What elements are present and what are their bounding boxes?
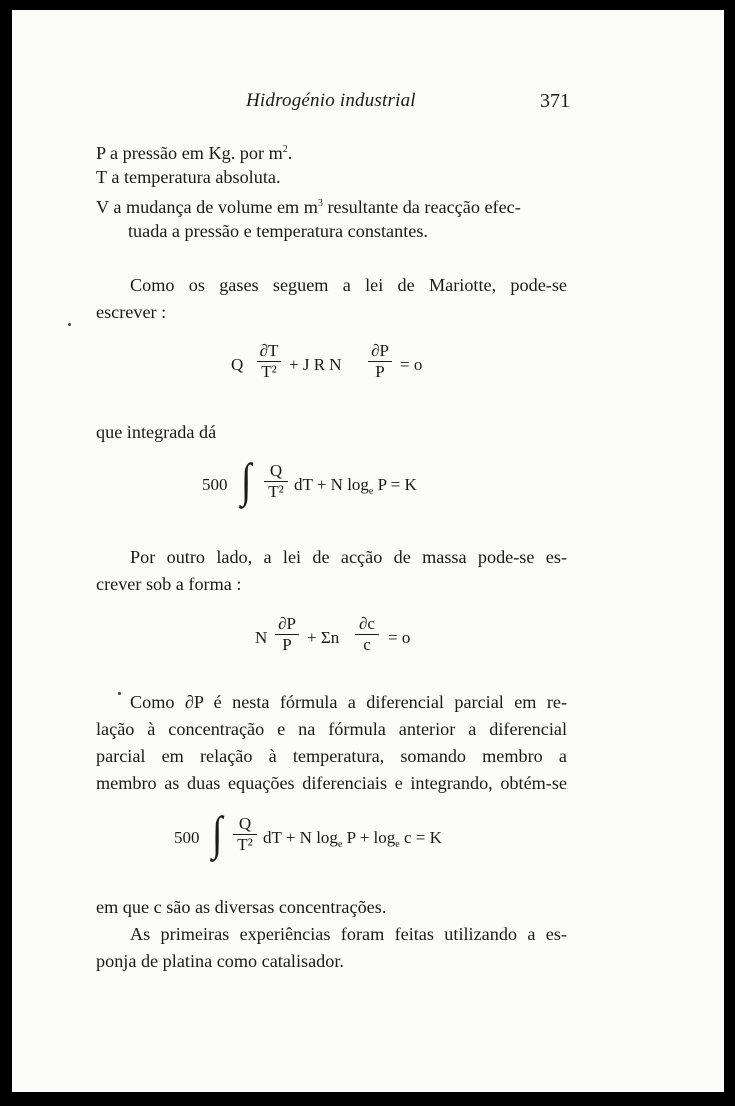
- eq4-frac-den: T²: [237, 835, 253, 854]
- eq4-tail: dT + N $\log_e P + \log_e c = K$: [263, 828, 442, 850]
- para3-line4: membro as duas equações diferenciais e integrando, obtém-se: [96, 773, 567, 793]
- para3-line2: lação à concentração e na fórmula anterior a diferencial: [96, 719, 567, 739]
- integrada-text: que integrada dá: [96, 422, 217, 442]
- para1-line2: escrever :: [96, 302, 167, 322]
- eq3-frac2-den: c: [363, 635, 371, 654]
- eq2-coefficient: 500: [202, 475, 228, 494]
- integral-sign: ∫: [241, 454, 252, 508]
- eq1-middle: + J R N: [289, 355, 342, 374]
- para4-line2: As primeiras experiências foram feitas utilizando a es-: [130, 924, 567, 944]
- eq2-frac-num: Q: [269, 461, 283, 480]
- eq1-frac1-num: ∂T: [259, 341, 279, 360]
- definition-v: V a mudança de volume em $m^3$ resultante da reacção efec-: [96, 197, 521, 217]
- print-speck: [118, 692, 121, 695]
- eq3-frac1-num: ∂P: [278, 614, 296, 633]
- definition-v-cont: tuada a pressão e temperatura constantes.: [128, 221, 428, 241]
- eq3-rhs: = o: [388, 628, 411, 647]
- para4-line1: em que c são as diversas concentrações.: [96, 897, 387, 917]
- para2-line2: crever sob a forma :: [96, 574, 242, 594]
- eq1-frac2-num: ∂P: [371, 341, 389, 360]
- eq4-fraction: [231, 814, 259, 855]
- integral-sign: ∫: [212, 807, 223, 861]
- eq2-fraction: [262, 461, 290, 502]
- eq1-q: Q: [231, 355, 244, 374]
- para4-line3: ponja de platina como catalisador.: [96, 951, 344, 971]
- page-number: 371: [540, 90, 570, 112]
- eq1-fraction-1: [254, 341, 284, 382]
- eq3-fraction-1: [272, 614, 302, 655]
- book-page: [12, 10, 724, 1092]
- eq2-tail: dT + N $\log_e P = K$: [294, 475, 417, 497]
- para3-line1: Como ∂P é nesta fórmula a diferencial parcial em re-: [130, 692, 567, 712]
- eq1-rhs: = o: [400, 355, 423, 374]
- definition-t: T a temperatura absoluta.: [96, 167, 281, 187]
- eq3-frac1-den: P: [282, 635, 292, 654]
- para3-line3: parcial em relação à temperatura, somando membro a: [96, 746, 567, 766]
- para1-line1: Como os gases seguem a lei de Mariotte, pode-se: [130, 275, 567, 295]
- running-head: Hidrogénio industrial: [246, 90, 416, 111]
- print-speck: [68, 323, 71, 326]
- eq4-coefficient: 500: [174, 828, 200, 847]
- eq3-fraction-2: [352, 614, 382, 655]
- definition-p: P a pressão em Kg. por $m^2$.: [96, 143, 293, 163]
- eq1-fraction-2: [365, 341, 395, 382]
- eq1-frac2-den: P: [375, 362, 385, 381]
- eq3-frac2-num: ∂c: [359, 614, 375, 633]
- eq4-frac-num: Q: [238, 814, 252, 833]
- eq3-middle: + Σn: [307, 628, 340, 647]
- eq3-n: N: [255, 628, 268, 647]
- eq2-frac-den: T²: [268, 482, 284, 501]
- eq1-frac1-den: T²: [261, 362, 277, 381]
- para2-line1: Por outro lado, a lei de acção de massa pode-se es-: [130, 547, 567, 567]
